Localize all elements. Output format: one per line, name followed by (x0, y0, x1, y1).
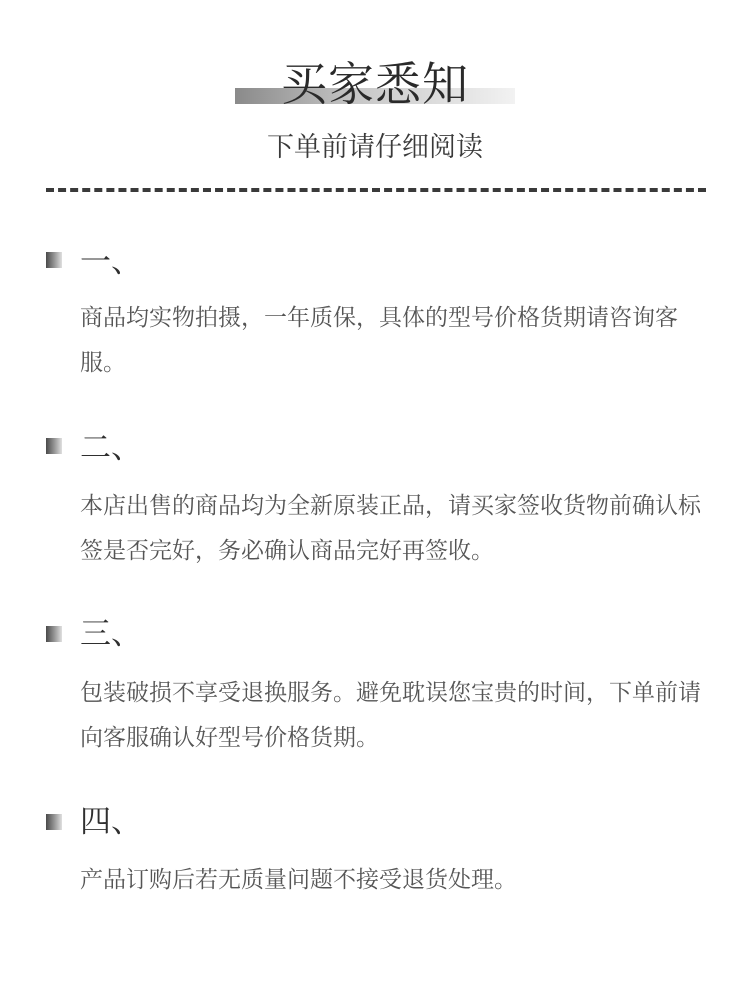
section-text: 商品均实物拍摄，一年质保，具体的型号价格货期请咨询客服。 (80, 305, 678, 376)
section-heading: 一、 (80, 244, 142, 280)
section-heading: 三、 (80, 616, 142, 652)
section-text: 产品订购后若无质量问题不接受退货处理。 (80, 867, 517, 893)
page-subtitle: 下单前请仔细阅读 (267, 132, 483, 163)
notice-header (0, 0, 750, 200)
square-bullet-icon (46, 814, 62, 830)
square-bullet-icon (46, 438, 62, 454)
page-title: 买家悉知 (281, 57, 469, 111)
square-bullet-icon (46, 252, 62, 268)
dashed-divider (46, 188, 706, 192)
section-text: 本店出售的商品均为全新原装正品，请买家签收货物前确认标签是否完好，务必确认商品完好再签收。 (80, 493, 701, 564)
section-text: 包装破损不享受退换服务。避免耽误您宝贵的时间，下单前请向客服确认好型号价格货期。 (80, 680, 701, 751)
section-heading: 四、 (80, 804, 142, 840)
square-bullet-icon (46, 626, 62, 642)
section-heading: 二、 (80, 430, 142, 466)
